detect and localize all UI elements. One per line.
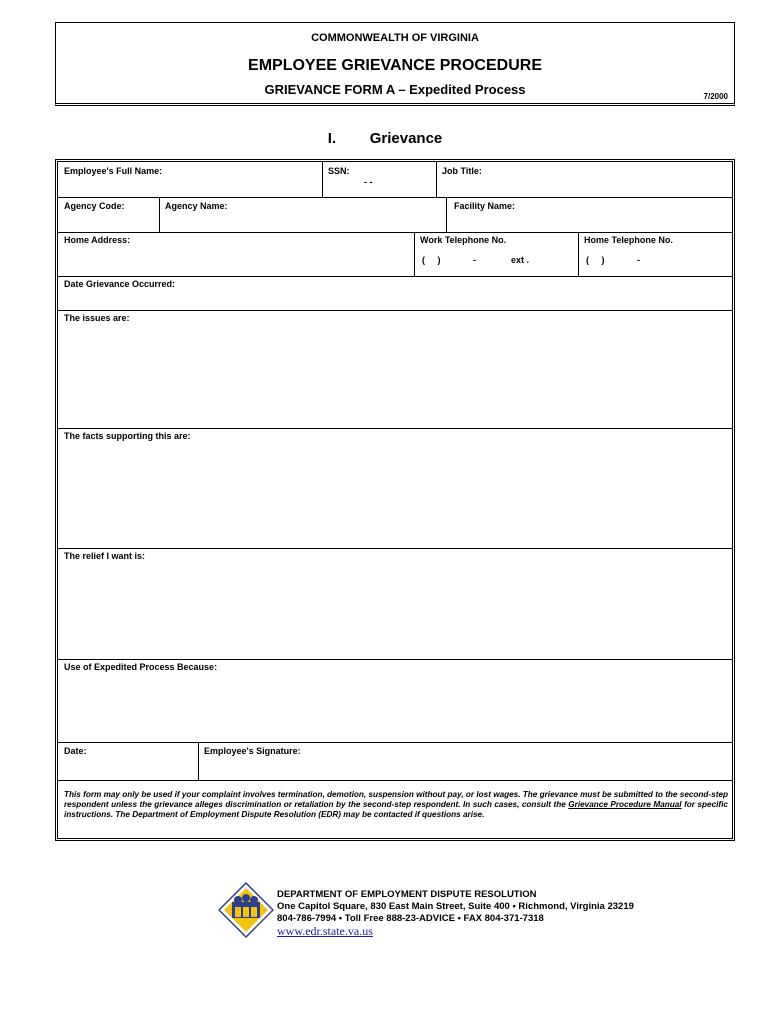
state-name: COMMONWEALTH OF VIRGINIA: [311, 32, 479, 44]
usage-notice: [64, 790, 728, 820]
footer-phones: 804-786-7994 • Toll Free 888-23-ADVICE • FAX 804-371-7318: [277, 913, 544, 924]
home-phone-field[interactable]: ( ) -: [586, 255, 640, 265]
facts-label: The facts supporting this are:: [64, 431, 191, 441]
facility-name-label: Facility Name:: [454, 201, 516, 211]
form-header: [55, 22, 735, 106]
divider: [414, 232, 415, 276]
full-name-label: Employee's Full Name:: [64, 166, 163, 176]
footer-website-link[interactable]: www.edr.state.va.us: [277, 924, 373, 938]
divider: [159, 197, 160, 232]
signature-row: [58, 742, 732, 780]
form-revision-date: 7/2000: [703, 92, 728, 101]
divider: [198, 742, 199, 780]
date-label: Date:: [64, 746, 87, 756]
manual-reference: Grievance Procedure Manual: [568, 800, 682, 809]
edr-logo-icon: [218, 882, 274, 938]
footer: [218, 882, 698, 942]
footer-department: DEPARTMENT OF EMPLOYMENT DISPUTE RESOLUTION: [277, 889, 537, 900]
divider: [322, 162, 323, 197]
home-phone-label: Home Telephone No.: [584, 235, 673, 245]
footer-address: One Capitol Square, 830 East Main Street, Suite 400 • Richmond, Virginia 23219: [277, 901, 634, 912]
form-title: EMPLOYEE GRIEVANCE PROCEDURE: [248, 57, 542, 74]
agency-code-label: Agency Code:: [64, 201, 125, 211]
job-title-label: Job Title:: [442, 166, 482, 176]
notice-text-2: for specific instructions. The Department of Employment Dispute Resolution (EDR) may be contacted if questions arise.: [64, 800, 728, 819]
date-occurred-label: Date Grievance Occurred:: [64, 279, 176, 289]
work-phone-label: Work Telephone No.: [420, 235, 507, 245]
divider: [436, 162, 437, 197]
ssn-field[interactable]: - -: [364, 177, 373, 187]
divider: [578, 232, 579, 276]
home-address-label: Home Address:: [64, 235, 131, 245]
agency-name-label: Agency Name:: [165, 201, 228, 211]
signature-label: Employee's Signature:: [204, 746, 301, 756]
ssn-label: SSN:: [328, 166, 350, 176]
form-subtitle: GRIEVANCE FORM A – Expedited Process: [264, 82, 526, 97]
grievance-form: [55, 159, 735, 841]
relief-field[interactable]: [58, 548, 732, 659]
work-phone-field[interactable]: ( ) - ext .: [422, 255, 530, 265]
notice-text-1: This form may only be used if your complaint involves termination, demotion, suspension without pay, or lost wages. The grievance must be submitted to the second-step respondent unless the grievance alleges discrimination or retaliation by the second-step respondent. In such cases, consult the: [64, 790, 728, 809]
relief-label: The relief I want is:: [64, 551, 146, 561]
facts-field[interactable]: [58, 428, 732, 548]
issues-label: The issues are:: [64, 313, 130, 323]
divider: [446, 197, 447, 232]
issues-field[interactable]: [58, 310, 732, 428]
expedited-reason-label: Use of Expedited Process Because:: [64, 662, 218, 672]
section-heading: [0, 130, 770, 147]
section-number: I.: [327, 130, 337, 147]
section-title: Grievance: [369, 130, 443, 147]
